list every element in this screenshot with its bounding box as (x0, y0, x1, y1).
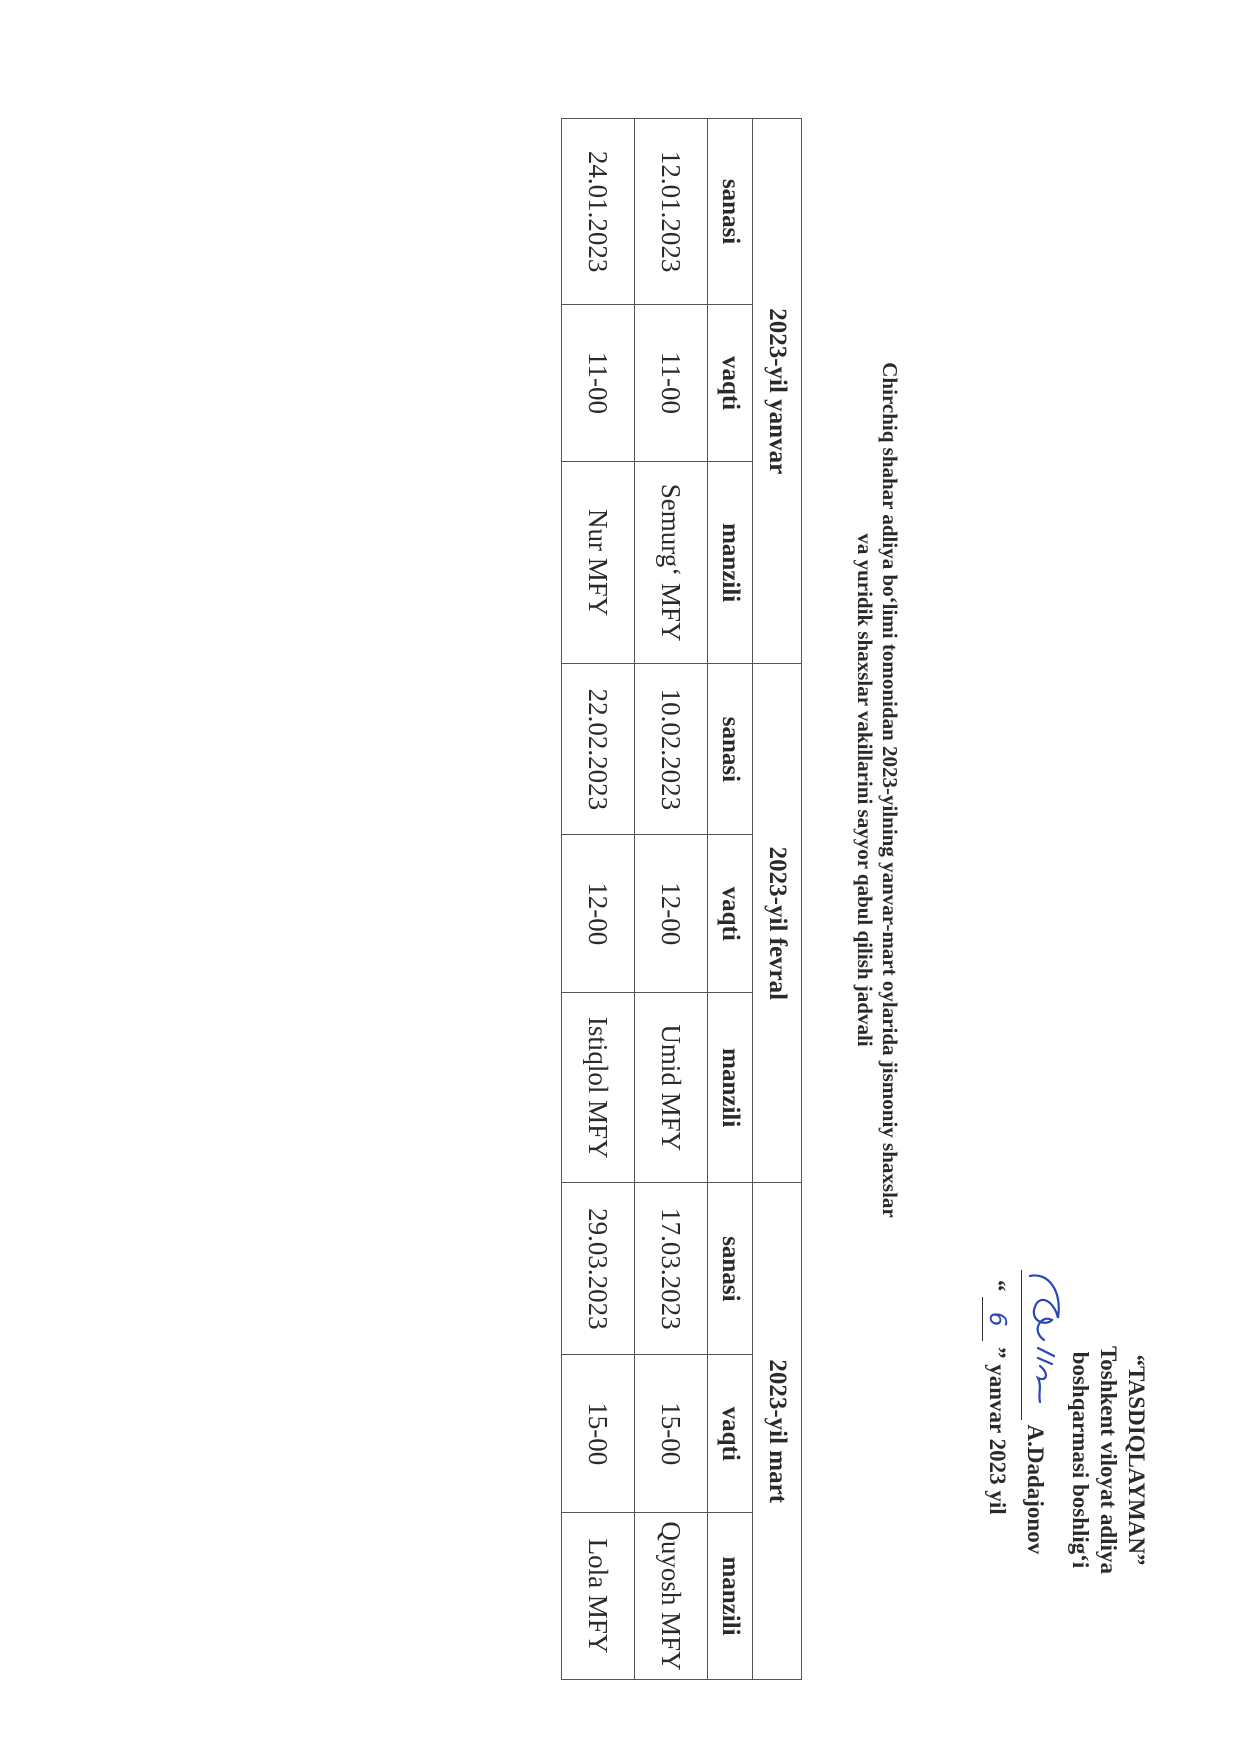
cell-address: Semurg‘ MFY (635, 461, 708, 664)
column-header-time: vaqti (708, 1355, 753, 1513)
column-header-date: sanasi (708, 1183, 753, 1355)
column-header-time: vaqti (708, 835, 753, 993)
cell-time: 11-00 (562, 305, 635, 462)
document-title (852, 290, 902, 1290)
cell-address: Umid MFY (635, 993, 708, 1183)
cell-time: 15-00 (635, 1355, 708, 1513)
column-header-time: vaqti (708, 305, 753, 462)
month-header-february: 2023-yil fevral (753, 664, 802, 1183)
cell-date: 10.02.2023 (635, 664, 708, 835)
cell-address: Quyosh MFY (635, 1513, 708, 1680)
cell-date: 22.02.2023 (562, 664, 635, 835)
signature-graphic (1021, 1270, 1062, 1420)
cell-address: Istiqlol MFY (562, 993, 635, 1183)
cell-address: Lola MFY (562, 1513, 635, 1680)
approval-block (982, 1270, 1150, 1650)
approval-line-2: boshqarmasi boshlig‘i (1068, 1351, 1093, 1569)
title-line-1: Chirchiq shahar adliya bo‘limi tomonidan 2023-yilning yanvar-mart oylarida jismoniy shaxslar (878, 362, 902, 1218)
cell-date: 17.03.2023 (635, 1183, 708, 1355)
cell-date: 24.01.2023 (562, 119, 635, 305)
approval-date: “ 6 ” yanvar 2023 yil (984, 1280, 1010, 1515)
column-header-address: manzili (708, 993, 753, 1183)
approval-heading: “TASDIQLAYMAN” (1124, 1354, 1149, 1566)
table-row (562, 119, 635, 1680)
column-header-address: manzili (708, 1513, 753, 1680)
title-line-2: va yuridik shaxslar vakillarini sayyor qabul qilish jadvali (853, 533, 877, 1047)
approval-day-handwritten: 6 (982, 1297, 1011, 1341)
month-header-january: 2023-yil yanvar (753, 119, 802, 664)
cell-time: 12-00 (635, 835, 708, 993)
cell-date: 12.01.2023 (635, 119, 708, 305)
cell-address: Nur MFY (562, 461, 635, 664)
signer-name: A.Dadajonov (1023, 1424, 1048, 1555)
signature-line (1021, 1270, 1062, 1650)
table-row (635, 119, 708, 1680)
column-header-date: sanasi (708, 664, 753, 835)
month-header-march: 2023-yil mart (753, 1183, 802, 1680)
cell-time: 11-00 (635, 305, 708, 462)
cell-time: 15-00 (562, 1355, 635, 1513)
cell-date: 29.03.2023 (562, 1183, 635, 1355)
column-header-address: manzili (708, 461, 753, 664)
cell-time: 12-00 (562, 835, 635, 993)
reception-schedule-table (561, 118, 802, 1680)
column-header-date: sanasi (708, 119, 753, 305)
approval-line-1: Toshkent viloyat adliya (1096, 1346, 1121, 1574)
